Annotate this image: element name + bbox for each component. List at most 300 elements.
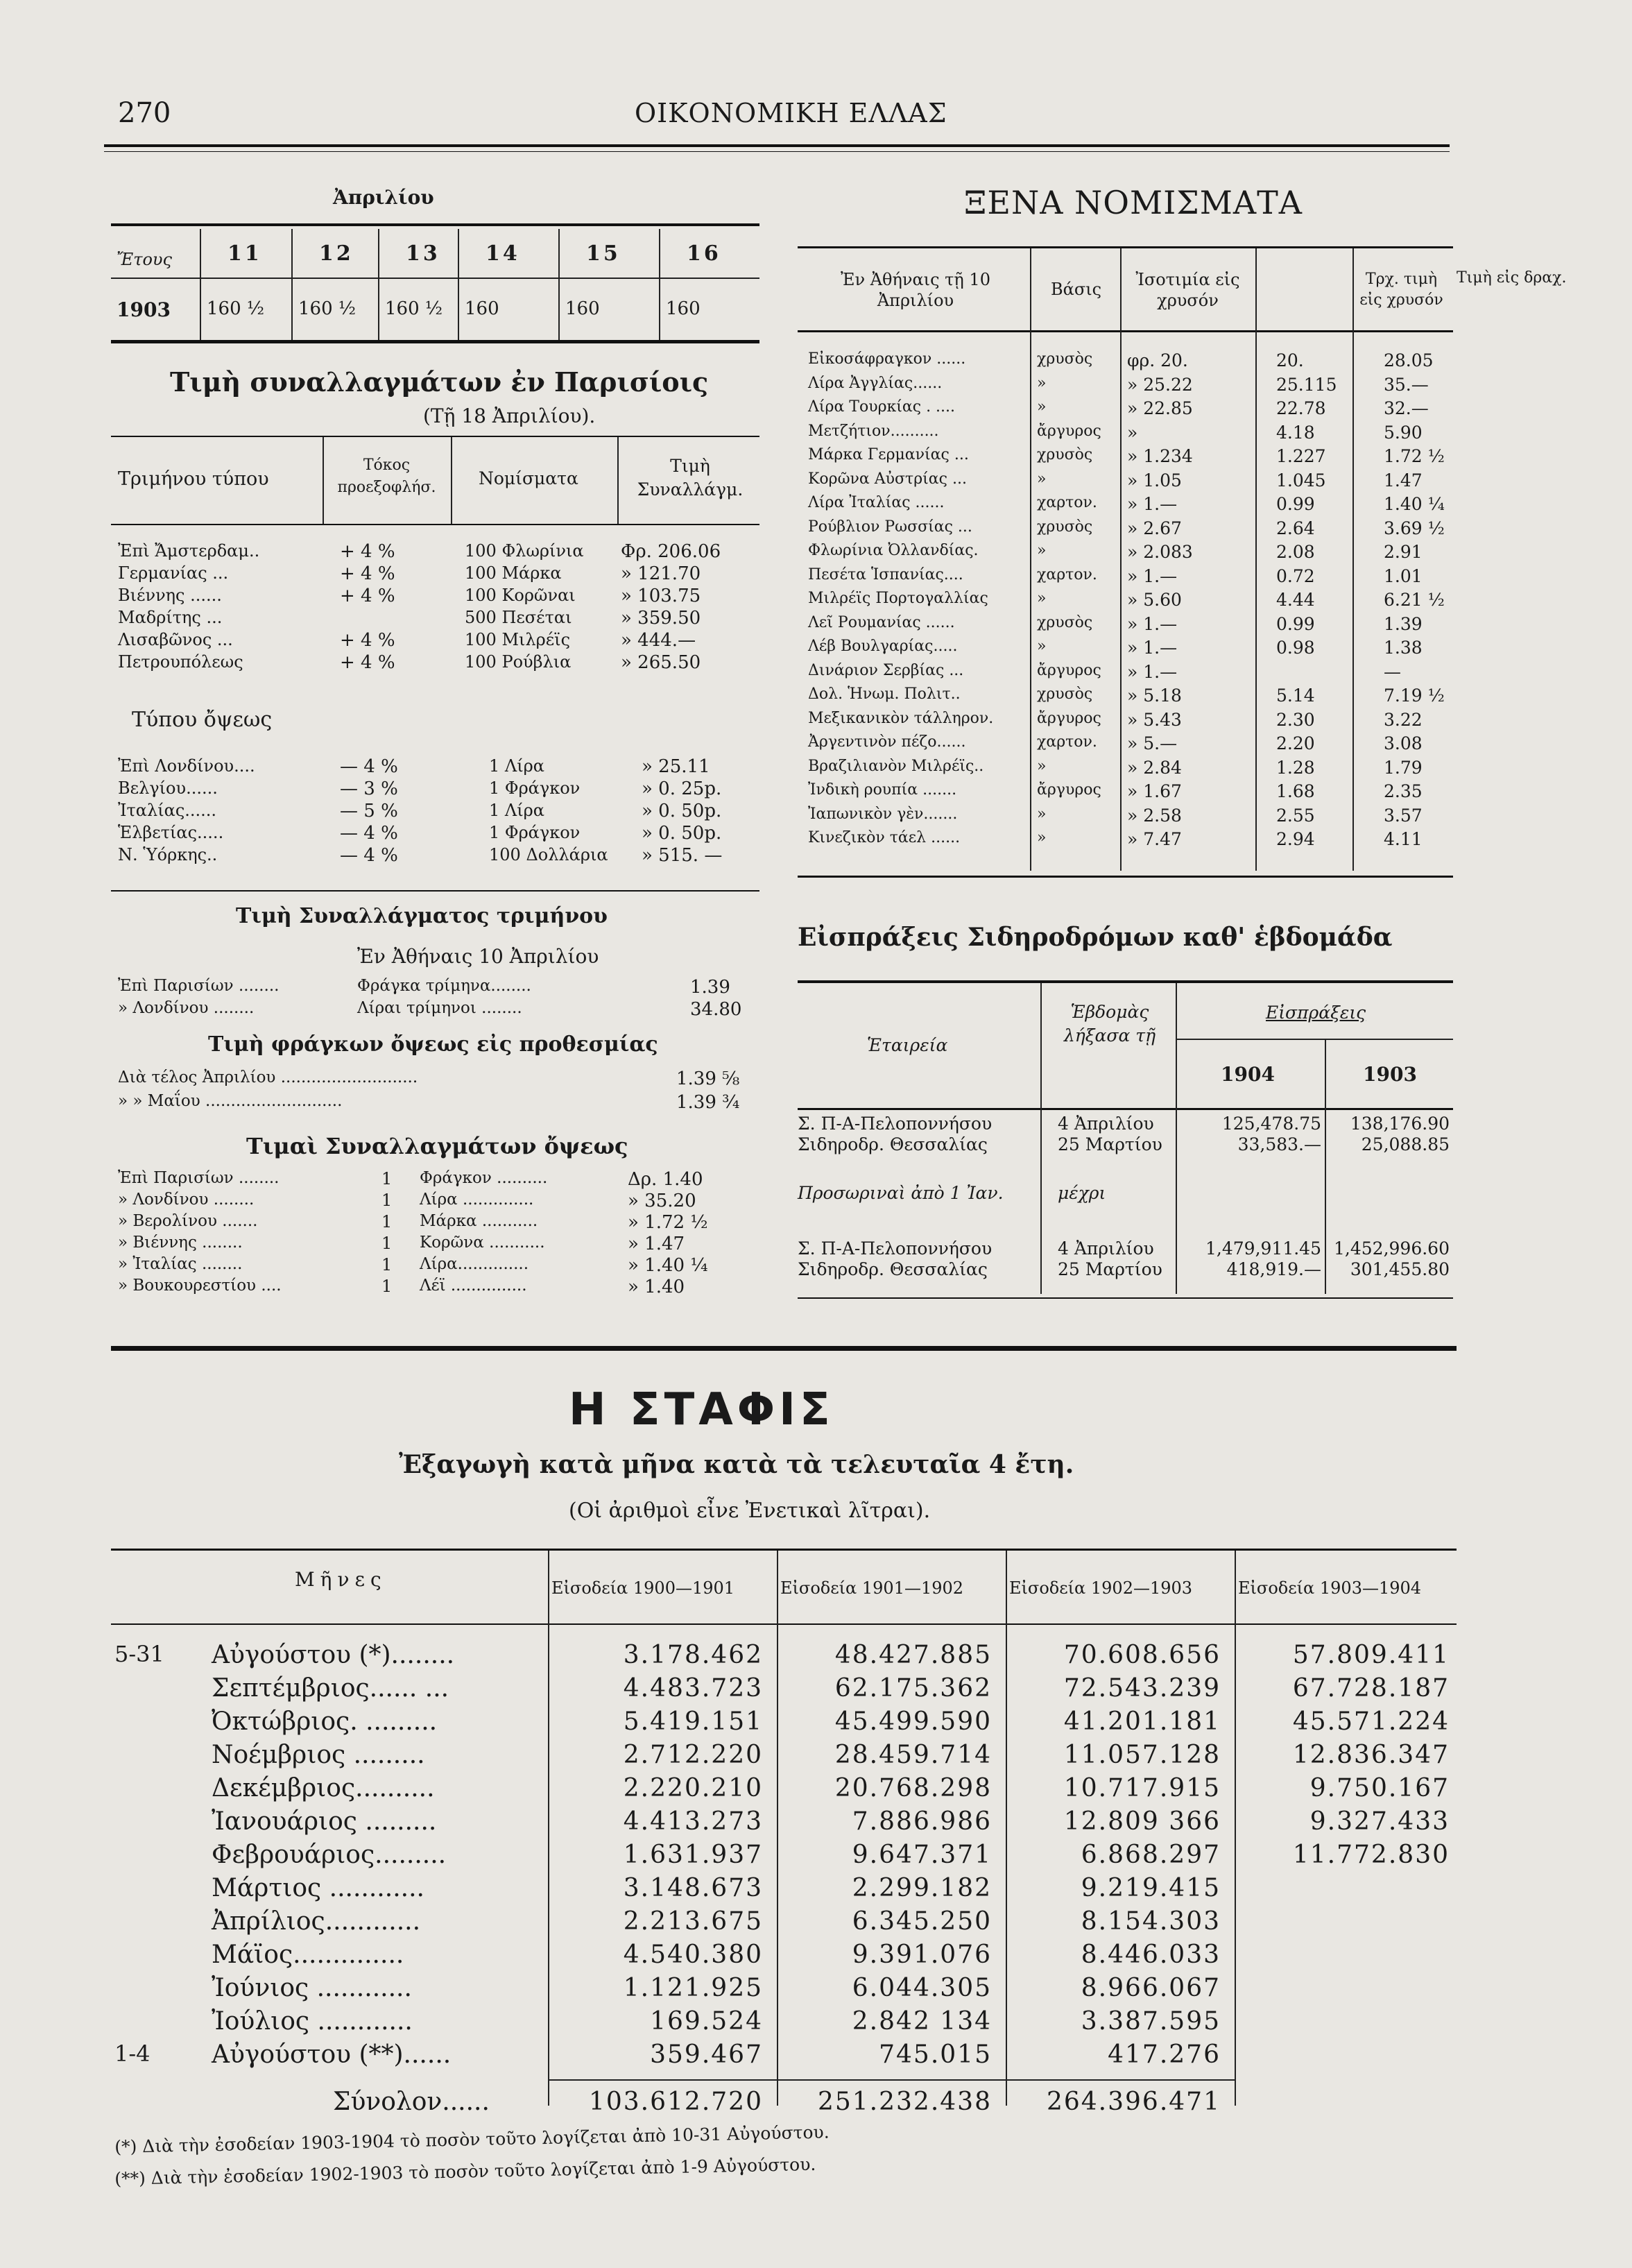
foreign-parity: » 5.43 — [1127, 709, 1182, 730]
foreign-current: 2.30 — [1276, 709, 1315, 730]
foreign-current: 0.72 — [1276, 565, 1315, 586]
foreign-drachma: 5.90 — [1384, 422, 1423, 443]
paris-place: Βιέννης ...... — [118, 586, 222, 605]
railway-company: Σιδηροδρ. Θεσσαλίας — [798, 1259, 988, 1279]
stafis-value: 2.712.220 — [623, 1741, 763, 1769]
foreign-header-cell: Ἰσοτιμία εἰς χρυσόν — [1135, 270, 1240, 310]
sight-place: Ἐπὶ Λονδίνου.... — [118, 756, 255, 776]
stafis-value: 6.868.297 — [1081, 1841, 1221, 1869]
stafis-header — [111, 1551, 1457, 1623]
stafis-year-header: Εἰσοδεία 1900—1901 — [551, 1578, 735, 1598]
sx-value: » 1.40 ¼ — [628, 1255, 708, 1276]
foreign-basis: χρυσὸς — [1037, 350, 1093, 368]
paris-header-cell: Τιμὴ Συναλλάγμ. — [637, 456, 744, 500]
foreign-bottom-rule — [798, 876, 1453, 878]
april-table — [111, 229, 759, 340]
foreign-current: 5.14 — [1276, 685, 1315, 706]
paris-price: » 359.50 — [621, 608, 701, 629]
sight-price: » 0. 50p. — [642, 801, 722, 821]
stafis-month: Ὀκτώβριος. ......... — [212, 1707, 438, 1736]
stafis-year-header: Εἰσοδεία 1902—1903 — [1009, 1578, 1193, 1598]
foreign-drachma: 1.47 — [1384, 470, 1423, 491]
stafis-note: (Οἱ ἀριθμοὶ εἶνε Ἐνετικαὶ λῖτραι). — [569, 1499, 931, 1523]
sx-currency: Μάρκα ........... — [420, 1212, 538, 1230]
stafis-value: 9.391.076 — [852, 1941, 992, 1969]
foreign-current: 0.99 — [1276, 613, 1315, 634]
sight-currency: 1 Φράγκον — [489, 823, 581, 842]
foreign-drachma: 1.39 — [1384, 613, 1423, 634]
foreign-name: Λίρα Ἰταλίας ...... — [808, 494, 945, 511]
railway-1904: 1,479,911.45 — [1205, 1238, 1321, 1259]
foreign-col-line — [1255, 330, 1257, 871]
stafis-month-header: Μῆνες — [295, 1568, 387, 1591]
april-col-line — [200, 229, 201, 340]
paris-place: Ἐπὶ Ἄμστερδαμ.. — [118, 541, 260, 561]
railway-company: Σ. Π-Α-Πελοποννήσου — [798, 1238, 993, 1259]
railway-company: Προσωριναὶ ἀπὸ 1 Ἰαν. — [798, 1183, 1004, 1203]
railway-col-line — [1040, 983, 1042, 1108]
april-bottom-rule — [111, 340, 759, 343]
foreign-drachma: — — [1384, 661, 1401, 682]
foreign-header-cell: Βάσις — [1051, 280, 1102, 299]
stafis-value: 57.809.411 — [1292, 1641, 1450, 1669]
sight-rate: — 5 % — [340, 801, 398, 821]
three-value: 1.39 — [690, 977, 730, 998]
foreign-basis: ἄργυρος — [1037, 781, 1101, 799]
foreign-name: Λίρα Ἀγγλίας...... — [808, 374, 943, 392]
foreign-parity: » 25.22 — [1127, 374, 1193, 395]
sx-currency: Λίρα .............. — [420, 1191, 534, 1209]
foreign-name: Ἰνδικὴ ρουπία ....... — [808, 781, 957, 799]
railway-week: 25 Μαρτίου — [1058, 1134, 1162, 1154]
foreign-drachma: 7.19 ½ — [1384, 685, 1445, 706]
stafis-col-line — [548, 1623, 549, 2106]
railway-1904: 33,583.— — [1237, 1134, 1321, 1154]
stafis-value: 6.044.305 — [852, 1974, 992, 2002]
foreign-current: 2.08 — [1276, 542, 1315, 562]
paris-head-rule — [111, 524, 759, 525]
foreign-current: 2.55 — [1276, 805, 1315, 826]
sight-place: Ν. Ὑόρκης.. — [118, 845, 218, 864]
foreign-parity: » 1.05 — [1127, 470, 1182, 491]
paris-currency: 100 Φλωρίνια — [465, 541, 584, 561]
foreign-parity: » 5.18 — [1127, 685, 1182, 706]
paris-price: » 103.75 — [621, 586, 701, 606]
railway-title: Εἰσπράξεις Σιδηροδρόμων καθ' ἑβδομάδα — [798, 923, 1393, 952]
paris-place: Μαδρίτης ... — [118, 608, 223, 627]
paris-header-cell: Τόκος προεξοφλήσ. — [337, 457, 436, 496]
stafis-value: 4.413.273 — [623, 1807, 763, 1836]
stafis-month: Ἰούνιος ............ — [212, 1974, 412, 2002]
paris-subtitle: (Τῇ 18 Ἀπριλίου). — [423, 404, 596, 427]
foreign-parity: » 1.234 — [1127, 446, 1193, 466]
stafis-month: Ἀπρίλιος............ — [212, 1907, 421, 1936]
foreign-current: 0.98 — [1276, 638, 1315, 658]
foreign-current: 22.78 — [1276, 398, 1326, 418]
railway-1904: 418,919.— — [1226, 1259, 1321, 1279]
foreign-name: Δινάριον Σερβίας ... — [808, 661, 964, 679]
paris-rate: + 4 % — [340, 586, 395, 606]
stafis-value: 5.419.151 — [623, 1707, 763, 1736]
stafis-month: Μάρτιος ............ — [212, 1874, 424, 1902]
foreign-basis: » — [1037, 829, 1047, 846]
sight-price: » 515. — — [642, 845, 723, 866]
paris-currency: 100 Μιλρέϊς — [465, 630, 571, 649]
foreign-drachma: 35.— — [1384, 374, 1429, 395]
foreign-parity: » 1.— — [1127, 494, 1178, 514]
paris-rate: + 4 % — [340, 630, 395, 651]
stafis-value: 2.842 134 — [852, 2007, 992, 2036]
railway-col-line — [1325, 1039, 1326, 1108]
foreign-parity: » 1.— — [1127, 638, 1178, 658]
stafis-value: 10.717.915 — [1063, 1774, 1221, 1802]
foreign-current: 2.64 — [1276, 518, 1315, 538]
foreign-drachma: 1.01 — [1384, 565, 1423, 586]
paris-currency: 500 Πεσέται — [465, 608, 572, 627]
foreign-parity: » 2.083 — [1127, 542, 1193, 562]
foreign-basis: » — [1037, 590, 1047, 607]
april-day: 13 — [406, 241, 440, 266]
railway-col-line — [1040, 1108, 1042, 1294]
stafis-total: 103.612.720 — [588, 2088, 763, 2116]
railway-company: Σιδηροδρ. Θεσσαλίας — [798, 1134, 988, 1154]
paris-price: Φρ. 206.06 — [621, 541, 721, 562]
stafis-col-line — [1006, 1551, 1007, 1623]
stafis-value: 417.276 — [1108, 2040, 1221, 2069]
stafis-value: 9.750.167 — [1309, 1774, 1450, 1802]
paris-rate: + 4 % — [340, 541, 395, 562]
sx-place: » Βερολίνου ....... — [118, 1212, 258, 1230]
stafis-col-line — [777, 1551, 778, 1623]
railway-1903: 1,452,996.60 — [1334, 1238, 1450, 1259]
stafis-value: 1.121.925 — [623, 1974, 763, 2002]
foreign-basis: » — [1037, 638, 1047, 655]
foreign-parity: » 1.— — [1127, 565, 1178, 586]
foreign-basis: χαρτον. — [1037, 494, 1097, 511]
foreign-drachma: 32.— — [1384, 398, 1429, 418]
railway-week: μέχρι — [1058, 1183, 1106, 1203]
three-place: » Λονδίνου ........ — [118, 999, 255, 1017]
foreign-drachma: 6.21 ½ — [1384, 590, 1445, 610]
sight-currency: 1 Λίρα — [489, 756, 544, 776]
railway-header-cell: 1904 — [1221, 1063, 1275, 1086]
foreign-current: 1.045 — [1276, 470, 1326, 491]
stafis-rows — [111, 1641, 1457, 2126]
april-col-line — [458, 229, 459, 340]
paris-rate: + 4 % — [340, 563, 395, 584]
sx-place: » Ἰταλίας ........ — [118, 1255, 243, 1273]
foreign-current: 0.99 — [1276, 494, 1315, 514]
paris-price: » 444.— — [621, 630, 696, 651]
april-col-line — [659, 229, 660, 340]
foreign-parity: » 1.— — [1127, 613, 1178, 634]
paris-place: Πετρουπόλεως — [118, 652, 243, 672]
april-day: 16 — [687, 241, 721, 266]
foreign-header: Ἐν Ἀθήναις τῇ 10 Ἀπριλίου Βάσις Ἰσοτιμία εἰς χρυσόν Τρχ. τιμὴ εἰς χρυσόν Τιμὴ εἰς δραχ. — [798, 248, 1453, 330]
foreign-parity: » 22.85 — [1127, 398, 1193, 418]
stafis-total-line — [548, 2079, 1235, 2081]
sight-heading: Τύπου ὄψεως — [132, 708, 273, 732]
april-day: 14 — [486, 241, 520, 266]
foreign-drachma: 3.69 ½ — [1384, 518, 1445, 538]
paris-currency: 100 Κορῶναι — [465, 586, 576, 605]
railway-bottom-rule — [798, 1297, 1453, 1299]
foreign-name: Λίρα Τουρκίας . .... — [808, 398, 956, 416]
stafis-col-line — [1006, 1623, 1007, 2106]
foreign-basis: χαρτον. — [1037, 733, 1097, 751]
foreign-name: Ρούβλιον Ρωσσίας ... — [808, 518, 972, 536]
stafis-col-line — [548, 1551, 549, 1623]
stafis-value: 9.219.415 — [1081, 1874, 1221, 1902]
stafis-month: Ἰανουάριος ......... — [212, 1807, 437, 1836]
april-value: 160 ½ — [207, 298, 265, 319]
paris-header — [111, 437, 759, 524]
foreign-current: 25.115 — [1276, 374, 1337, 395]
foreign-current: 20. — [1276, 350, 1304, 370]
three-month-subtitle: Ἐν Ἀθήναις 10 Ἀπριλίου — [357, 945, 599, 968]
foreign-parity: » 1.67 — [1127, 781, 1182, 801]
april-value: 160 — [666, 298, 701, 319]
paris-place: Λισαβῶνος ... — [118, 630, 233, 649]
stafis-month: Σεπτέμβριος...... ... — [212, 1674, 449, 1703]
sx-place: » Βιέννης ........ — [118, 1234, 243, 1252]
foreign-name: Λέβ Βουλγαρίας..... — [808, 638, 958, 655]
foreign-current: 4.18 — [1276, 422, 1315, 443]
foreign-name: Κορῶνα Αὐστρίας ... — [808, 470, 967, 488]
premium-title: Τιμὴ φράγκων ὄψεως εἰς προθεσμίας — [208, 1032, 658, 1057]
stafis-month: Φεβρουάριος......... — [212, 1841, 447, 1869]
stafis-value: 72.543.239 — [1063, 1674, 1221, 1703]
foreign-current: 2.94 — [1276, 829, 1315, 849]
stafis-col-line — [777, 1623, 778, 2106]
stafis-value: 8.154.303 — [1081, 1907, 1221, 1936]
foreign-basis: χρυσὸς — [1037, 518, 1093, 536]
foreign-parity: » 2.58 — [1127, 805, 1182, 826]
stafis-footnote: (**) Διὰ τὴν ἐσοδείαν 1902-1903 τὸ ποσὸν τοῦτο λογίζεται ἀπὸ 1-9 Αὐγούστου. — [114, 2154, 816, 2189]
page-number: 270 — [118, 97, 171, 129]
railway-week: 25 Μαρτίου — [1058, 1259, 1162, 1279]
sight-place: Ἑλβετίας..... — [118, 823, 224, 842]
foreign-drachma: 1.72 ½ — [1384, 446, 1445, 466]
foreign-parity: » 2.84 — [1127, 757, 1182, 778]
paris-price: » 121.70 — [621, 563, 701, 584]
stafis-total: 264.396.471 — [1046, 2088, 1221, 2116]
railway-head-rule — [798, 1108, 1453, 1110]
foreign-name: Κινεζικὸν τάελ ...... — [808, 829, 961, 846]
sx-currency: Κορῶνα ........... — [420, 1234, 545, 1252]
railway-1904: 125,478.75 — [1221, 1114, 1321, 1134]
foreign-col-line — [1120, 330, 1122, 871]
april-year: 1903 — [117, 298, 171, 321]
sight-rate: — 4 % — [340, 756, 398, 777]
foreign-parity: » 7.47 — [1127, 829, 1182, 849]
foreign-name: Βραζιλιανὸν Μιλρέϊς.. — [808, 757, 984, 775]
april-value: 160 — [565, 298, 600, 319]
foreign-basis: χαρτον. — [1037, 565, 1097, 583]
sight-rate: — 4 % — [340, 823, 398, 844]
stafis-month: Αὐγούστου (*)........ — [212, 1641, 455, 1669]
paris-place: Γερμανίας ... — [118, 563, 229, 583]
sx-place: » Βουκουρεστίου .... — [118, 1277, 282, 1295]
foreign-col-line — [1120, 248, 1122, 330]
paris-col-line — [617, 437, 619, 524]
header-rule-thin — [104, 151, 1450, 152]
april-top-rule — [111, 223, 759, 226]
sx-place: » Λονδίνου ........ — [118, 1191, 255, 1209]
stafis-head-rule — [111, 1623, 1457, 1625]
sight-price: » 0. 50p. — [642, 823, 722, 844]
stafis-value: 48.427.885 — [834, 1641, 992, 1669]
stafis-month: Δεκέμβριος.......... — [212, 1774, 435, 1802]
foreign-basis: ἄργυρος — [1037, 661, 1101, 679]
sx-value: » 35.20 — [628, 1191, 696, 1211]
sx-currency: Φράγκον .......... — [420, 1169, 548, 1187]
railway-header — [798, 983, 1453, 1108]
stafis-value: 45.571.224 — [1292, 1707, 1450, 1736]
sx-qty: 1 — [381, 1277, 393, 1296]
april-day: 15 — [586, 241, 621, 266]
foreign-name: Μετζήτιον.......... — [808, 422, 939, 440]
foreign-drachma: 1.40 ¼ — [1384, 494, 1445, 514]
april-heading: Ἀπριλίου — [333, 186, 434, 209]
foreign-col-line — [1030, 248, 1031, 330]
sight-price: » 0. 25p. — [642, 778, 722, 799]
foreign-current: 2.20 — [1276, 733, 1315, 753]
paris-bottom-rule — [111, 890, 759, 892]
sight-place: Ἰταλίας...... — [118, 801, 217, 820]
railway-rows — [798, 1114, 1453, 1294]
foreign-basis: χρυσὸς — [1037, 685, 1093, 703]
stafis-value: 4.540.380 — [623, 1941, 763, 1969]
foreign-name: Ἰαπωνικὸν γὲν....... — [808, 805, 958, 823]
paris-col-line — [451, 437, 452, 524]
foreign-drachma: 28.05 — [1384, 350, 1434, 370]
foreign-drachma: 4.11 — [1384, 829, 1423, 849]
sx-value: » 1.40 — [628, 1277, 685, 1297]
foreign-header-cell: Τρχ. τιμὴ εἰς χρυσόν — [1359, 271, 1443, 309]
april-day: 11 — [227, 241, 262, 266]
stafis-value: 4.483.723 — [623, 1674, 763, 1703]
april-year-label: Ἔτους — [117, 250, 172, 269]
sight-price: » 25.11 — [642, 756, 710, 777]
paris-col-line — [323, 437, 324, 524]
foreign-basis: » — [1037, 757, 1047, 775]
paris-header-cell: Νομίσματα — [479, 468, 578, 488]
railway-col-line — [1176, 1108, 1177, 1294]
foreign-head-rule — [798, 330, 1453, 332]
stafis-footnote: (*) Διὰ τὴν ἐσοδείαν 1903-1904 τὸ ποσὸν τοῦτο λογίζεται ἀπὸ 10-31 Αὐγούστου. — [114, 2122, 830, 2157]
railway-1903: 138,176.90 — [1350, 1114, 1450, 1134]
foreign-basis: » — [1037, 542, 1047, 559]
foreign-name: Μάρκα Γερμανίας ... — [808, 446, 969, 463]
sx-currency: Λέϊ ............... — [420, 1277, 527, 1295]
stafis-value: 9.327.433 — [1309, 1807, 1450, 1836]
railway-week: 4 Ἀπριλίου — [1058, 1114, 1154, 1134]
foreign-basis: χρυσὸς — [1037, 446, 1093, 463]
three-desc: Φράγκα τρίμηνα........ — [357, 977, 531, 995]
three-value: 34.80 — [690, 999, 742, 1020]
railway-header-cell: 1903 — [1363, 1063, 1417, 1086]
stafis-col-line — [1235, 1551, 1236, 1623]
header-rule — [104, 144, 1450, 147]
foreign-parity: » 2.67 — [1127, 518, 1182, 538]
railway-header-cell: Ἑβδομὰς λήξασα τῇ — [1063, 1002, 1156, 1046]
april-col-line — [378, 229, 379, 340]
section-divider — [111, 1346, 1457, 1351]
stafis-year-header: Εἰσοδεία 1903—1904 — [1238, 1578, 1422, 1598]
stafis-value: 3.387.595 — [1081, 2007, 1221, 2036]
stafis-value: 2.299.182 — [852, 1874, 992, 1902]
stafis-value: 45.499.590 — [834, 1707, 992, 1736]
sx-value: Δρ. 1.40 — [628, 1169, 703, 1190]
april-value: 160 ½ — [298, 298, 357, 319]
three-desc: Λίραι τρίμηνοι ........ — [357, 999, 522, 1017]
stafis-value: 1.631.937 — [623, 1841, 763, 1869]
railway-sub-line — [1176, 1039, 1453, 1040]
foreign-col-line — [1352, 248, 1354, 330]
paris-currency: 100 Ρούβλια — [465, 652, 572, 672]
foreign-parity: φρ. 20. — [1127, 350, 1188, 370]
april-value: 160 ½ — [385, 298, 443, 319]
sx-qty: 1 — [381, 1169, 393, 1188]
april-value: 160 — [465, 298, 499, 319]
stafis-value: 8.446.033 — [1081, 1941, 1221, 1969]
sight-currency: 1 Φράγκον — [489, 778, 581, 798]
foreign-name: Φλωρίνια Ὀλλανδίας. — [808, 542, 979, 559]
foreign-name: Ἀργεντινὸν πέζο...... — [808, 733, 966, 751]
stafis-value: 11.772.830 — [1292, 1841, 1450, 1869]
foreign-basis: χρυσὸς — [1037, 613, 1093, 631]
premium-value: 1.39 ⅝ — [676, 1068, 740, 1089]
stafis-total-label: Σύνολον...... — [333, 2088, 490, 2116]
stafis-value: 11.057.128 — [1063, 1741, 1221, 1769]
april-col-line — [558, 229, 560, 340]
railway-company: Σ. Π-Α-Πελοποννήσου — [798, 1114, 993, 1134]
paris-title: Τιμὴ συναλλαγμάτων ἐν Παρισίοις — [170, 366, 709, 398]
railway-1903: 301,455.80 — [1350, 1259, 1450, 1279]
stafis-day-range: 5-31 — [114, 1641, 164, 1667]
foreign-basis: ἄργυρος — [1037, 422, 1101, 440]
three-place: Ἐπὶ Παρισίων ........ — [118, 977, 280, 995]
stafis-day-range: 1-4 — [114, 2040, 151, 2067]
foreign-parity: » 5.— — [1127, 733, 1178, 753]
foreign-name: Μεξικανικὸν τάλληρον. — [808, 709, 994, 727]
foreign-current: 1.28 — [1276, 757, 1315, 778]
foreign-drachma: 2.35 — [1384, 781, 1423, 801]
railway-header-cell: Ἑταιρεία — [867, 1035, 948, 1055]
foreign-basis: » — [1037, 805, 1047, 823]
railway-1903: 25,088.85 — [1361, 1134, 1450, 1154]
stafis-value: 359.467 — [650, 2040, 763, 2069]
stafis-value: 8.966.067 — [1081, 1974, 1221, 2002]
stafis-value: 745.015 — [879, 2040, 992, 2069]
stafis-value: 12.836.347 — [1292, 1741, 1450, 1769]
foreign-basis: » — [1037, 398, 1047, 416]
stafis-month: Μάϊος.............. — [212, 1941, 404, 1969]
foreign-drachma: 3.57 — [1384, 805, 1423, 826]
stafis-col-line — [1235, 1623, 1236, 2106]
sight-exchange-title: Τιμαὶ Συναλλαγμάτων ὄψεως — [246, 1133, 628, 1159]
foreign-col-line — [1030, 330, 1031, 871]
stafis-value: 41.201.181 — [1063, 1707, 1221, 1736]
foreign-drachma: 1.79 — [1384, 757, 1423, 778]
foreign-name: Δολ. Ἡνωμ. Πολιτ.. — [808, 685, 961, 703]
sx-place: Ἐπὶ Παρισίων ........ — [118, 1169, 280, 1187]
premium-value: 1.39 ¾ — [676, 1092, 740, 1113]
sight-rate: — 4 % — [340, 845, 398, 866]
premium-term: Διὰ τέλος Ἀπριλίου ........................... — [118, 1068, 418, 1086]
stafis-month: Νοέμβριος ......... — [212, 1741, 425, 1769]
